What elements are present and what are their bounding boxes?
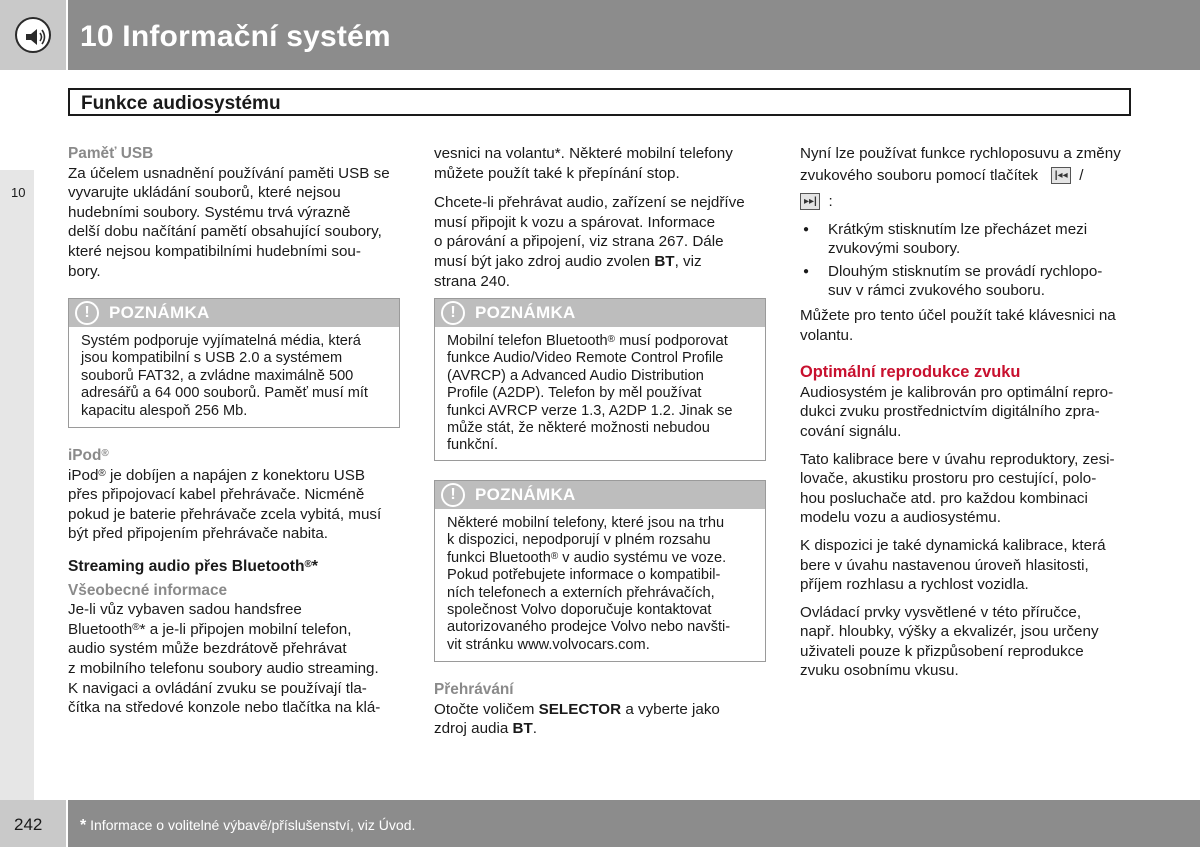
note-body: [447, 515, 730, 654]
paragraph-line: hou posluchače atd. pro každou kombinaci: [800, 489, 1088, 507]
paragraph-line: čítka na středové konzole nebo tlačítka na klá-: [68, 699, 381, 717]
note-line: může stát, že některé možnosti nebudou: [447, 420, 710, 437]
note-line: Profile (A2DP). Telefon by měl používat: [447, 385, 702, 402]
note-body: [447, 333, 733, 455]
section-heading-box: [68, 88, 1131, 116]
paragraph-line: zdroj audia BT.: [434, 720, 538, 738]
speaker-icon: [15, 17, 51, 53]
note-line: Pokud potřebujete informace o kompatibil-: [447, 567, 721, 584]
paragraph-line: Nyní lze používat funkce rychloposuvu a změny: [800, 145, 1121, 162]
paragraph-line: cování signálu.: [800, 422, 902, 440]
paragraph-line: delší dobu načítání pamětí obsahující soubory,: [68, 223, 382, 241]
paragraph-line: můžete použít také k přepínání stop.: [434, 164, 680, 182]
note-box-bluetooth-profiles: [434, 298, 766, 461]
paragraph-line: iPod® je dobíjen a napájen z konektoru USB: [68, 466, 365, 484]
note-title: POZNÁMKA: [109, 303, 210, 322]
paragraph-line: které nejsou kompatibilními hudebními sou-: [68, 242, 361, 260]
note-line: ních telefonech a externích přehrávačích,: [447, 584, 715, 601]
note-line: funkci Bluetooth® v audio systému ve voze.: [447, 549, 727, 566]
paragraph-line: zvukového souboru pomocí tlačítek |◂◂ /: [800, 166, 1084, 184]
chapter-title: 10 Informační systém: [80, 20, 391, 53]
header-icon-panel: [0, 0, 66, 70]
paragraph-line: Můžete pro tento účel použít také klávesnici na: [800, 306, 1116, 324]
footnote: * Informace o volitelné výbavě/příslušenství, viz Úvod.: [80, 817, 416, 834]
note-line: jsou kompatibilní s USB 2.0 a systémem: [81, 350, 343, 367]
paragraph-line: musí být jako zdroj audio zvolen BT, viz: [434, 252, 702, 270]
note-line: Některé mobilní telefony, které jsou na trhu: [447, 515, 725, 531]
paragraph-line: bere v úvahu nastavenou úroveň hlasitosti,: [800, 556, 1089, 574]
note-line: souborů FAT32, a zvládne maximálně 500: [81, 367, 354, 384]
info-icon: !: [75, 301, 99, 325]
heading-general-info: Všeobecné informace: [68, 581, 228, 599]
bullet-item: ● Krátkým stisknutím lze přecházet mezi zvukovými soubory.: [800, 220, 1136, 259]
paragraph-line: vesnici na volantu*. Některé mobilní telefony: [434, 145, 733, 162]
note-header: [435, 481, 765, 509]
paragraph-line: Ovládací prvky vysvětlené v této příručce,: [800, 603, 1082, 621]
paragraph-line: volantu.: [800, 326, 854, 344]
paragraph-line: zvuku osobnímu vkusu.: [800, 662, 959, 680]
paragraph-line: příjem rozhlasu a rychlost vozidla.: [800, 576, 1029, 594]
note-box-phone-compatibility: [434, 480, 766, 662]
paragraph-line: Za účelem usnadnění používání paměti USB se: [68, 164, 390, 182]
note-body: [81, 333, 368, 420]
column-1-lower: [68, 446, 404, 718]
note-line: autorizovaného prodejce Volvo nebo navšti-: [447, 619, 731, 636]
info-icon: !: [441, 483, 465, 507]
note-line: Systém podporuje vyjímatelná média, která: [81, 333, 361, 349]
info-icon: !: [441, 301, 465, 325]
note-header: [69, 299, 399, 327]
note-line: funkci AVRCP verze 1.3, A2DP 1.2. Jinak se: [447, 402, 733, 419]
heading-usb-memory: Paměť USB: [68, 145, 154, 162]
heading-playback: Přehrávání: [434, 681, 514, 698]
paragraph-line: být před připojením přehrávače nabita.: [68, 525, 329, 543]
paragraph-line: pokud je baterie přehrávače zcela vybitá, musí: [68, 505, 382, 523]
note-header: [435, 299, 765, 327]
note-title: POZNÁMKA: [475, 485, 576, 504]
column-2-lower: [434, 680, 770, 739]
note-line: (AVRCP) a Advanced Audio Distribution: [447, 367, 704, 384]
paragraph-line: Audiosystém je kalibrován pro optimální repro-: [800, 383, 1114, 401]
paragraph-line: hudebními soubory. Systému trvá výrazně: [68, 203, 351, 221]
bullet-item: ● Dlouhým stisknutím se provádí rychlopo- suv v rámci zvukového souboru.: [800, 262, 1136, 301]
heading-optimal-sound: Optimální reprodukce zvuku: [800, 363, 1021, 382]
paragraph-line: audio systém může bezdrátově přehrávat: [68, 640, 347, 658]
paragraph-line: Otočte voličem SELECTOR a vyberte jako: [434, 700, 720, 718]
note-box-usb: [68, 298, 400, 428]
chapter-tab-number: 10: [11, 185, 26, 200]
paragraph-line: Je-li vůz vybaven sadou handsfree: [68, 601, 302, 619]
note-line: adresářů a 64 000 souborů. Paměť musí mít: [81, 385, 368, 402]
paragraph-line: lovače, akustiku prostoru pro cestující, polo-: [800, 470, 1097, 488]
previous-track-button-icon: |◂◂: [1051, 167, 1071, 184]
paragraph-line: K dispozici je také dynamická kalibrace, která: [800, 536, 1106, 554]
header-bar: [68, 0, 1200, 70]
next-track-button-icon: ▸▸|: [800, 193, 820, 210]
note-line: vit stránku www.volvocars.com.: [447, 636, 650, 653]
paragraph-line: přes připojovací kabel přehrávače. Nicméně: [68, 486, 365, 504]
heading-ipod: iPod®: [68, 447, 109, 464]
paragraph-line: např. hloubky, výšky a ekvalizér, jsou určeny: [800, 623, 1099, 641]
note-line: kapacitu alespoň 256 Mb.: [81, 402, 248, 419]
note-line: funkční.: [447, 437, 499, 454]
chapter-side-tab: [0, 170, 34, 813]
paragraph-line: dukci zvuku prostřednictvím digitálního zpra-: [800, 403, 1100, 421]
column-2: [434, 144, 770, 291]
page-number: 242: [14, 815, 43, 834]
paragraph-line: uživateli pouze k přizpůsobení reprodukce: [800, 642, 1084, 660]
paragraph-line: strana 240.: [434, 272, 510, 290]
paragraph-line: ▸▸| :: [800, 190, 1136, 214]
paragraph-line: Tato kalibrace bere v úvahu reproduktory, zesi-: [800, 450, 1115, 468]
paragraph-line: o párování a připojení, viz strana 267. Dále: [434, 233, 724, 251]
note-line: Mobilní telefon Bluetooth® musí podporovat: [447, 333, 728, 349]
note-line: funkce Audio/Video Remote Control Profile: [447, 350, 724, 367]
paragraph-line: modelu vozu a audiosystému.: [800, 509, 1001, 527]
note-line: k dispozici, nepodporují v plném rozsahu: [447, 532, 711, 549]
column-3: [800, 144, 1136, 681]
paragraph-line: K navigaci a ovládání zvuku se používají tla-: [68, 679, 367, 697]
section-title: Funkce audiosystému: [81, 93, 281, 114]
note-line: společnost Volvo doporučuje kontaktovat: [447, 602, 712, 619]
paragraph-line: musí připojit k vozu a spárovat. Informace: [434, 213, 716, 231]
column-1: [68, 144, 404, 281]
paragraph-line: Chcete-li přehrávat audio, zařízení se nejdříve: [434, 194, 745, 212]
note-title: POZNÁMKA: [475, 303, 576, 322]
paragraph-line: Bluetooth®* a je-li připojen mobilní telefon,: [68, 620, 352, 638]
paragraph-line: bory.: [68, 262, 101, 280]
heading-bluetooth-streaming: Streaming audio přes Bluetooth®*: [68, 557, 318, 575]
paragraph-line: z mobilního telefonu soubory audio streaming.: [68, 659, 379, 677]
paragraph-line: vyvarujte ukládání souborů, které nejsou: [68, 184, 341, 202]
